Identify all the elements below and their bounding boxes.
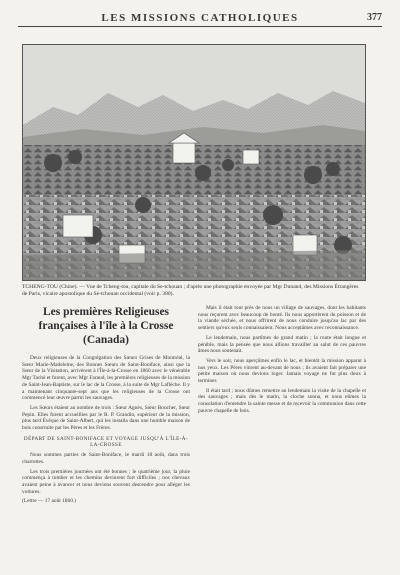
paragraph: Mais il était tout près de nous un village de sauvages, dont les habitants nous reçurent avec beaucoup de bonté. Ils nous apportèrent du poisson et de la viande séchée, et nous offrirent de nous conduire jusqu'au lac par des sentiers qu'eux seuls connaissaient. Nous acceptâmes avec reconnaissance. — [198, 305, 366, 332]
header-rule — [18, 26, 382, 27]
article-title: Les premières Religieuses françaises à l'île à la Crosse (Canada) — [38, 306, 174, 346]
paragraph: Nous sommes parties de Saint-Boniface, le mardi 18 août, dans trois charrettes. — [22, 452, 190, 465]
paragraph: Deux religieuses de la Congrégation des Sœurs Grises de Montréal, la Sœur Marie-Madeleine, des Bonnes Sœurs de Saint-Boniface, ainsi que la Sœur de la Visitation, arrivèrent à l'Île-à-la-Crosse en 1860 avec le vénérable Mgr Taché et furent, avec Mgr Faraud, les premières religieuses de la mission de Saint-Jean-Baptiste, sur le lac de la Crosse, à la suite de Mgr Laflèche. Il y a maintenant cinquante-sept ans que les religieuses de la Crosse ont commencé leur œuvre parmi les sauvages. — [22, 355, 190, 402]
journal-title: LES MISSIONS CATHOLIQUES — [101, 12, 299, 24]
paragraph: Les Sœurs étaient au nombre de trois : Sœur Agnès, Sœur Boucher, Sœur Pepin. Elles furent accueillies par le R. P. Grandin, supérieur de la mission, plus tard Évêque de Saint-Albert, qui les installa dans une humble maison de bois construite par les Pères et les Frères. — [22, 404, 190, 432]
column-right — [198, 305, 366, 418]
figure-caption: TCHENG-TOU (Chine). — Vue de Tcheng-tou, capitale du Se-tchouan ; d'après une photographie envoyée par Mgr Dunand, des Missions Étrangères de Paris, vicaire apostolique du Se-tchouan occidental (voir p. 380). — [22, 284, 359, 297]
page-header — [18, 6, 382, 28]
letter-signature: (Lettre — 17 août 1860.) — [22, 498, 77, 505]
paragraph: Les trois premières journées ont été bonnes ; le quatrième jour, la pluie commença à tomber et les chemins devinrent fort difficiles ; nos chevaux avaient peine à avancer et nous devions souvent descendre pour alléger les voitures. — [22, 468, 190, 495]
paragraph: Le lendemain, nous partîmes de grand matin ; la route était longue et pénible, mais la pensée que nous allions travailler au salut de ces pauvres âmes nous soutenait. — [198, 334, 366, 355]
page-number: 377 — [367, 12, 382, 23]
engraving-svg — [23, 45, 365, 280]
section-subheading: DÉPART DE SAINT-BONIFACE ET VOYAGE JUSQU'À L'ÎLE-À-LA-CROSSE — [23, 435, 189, 449]
city-panorama-illustration — [22, 44, 366, 281]
paragraph: Il était tard ; nous dûmes remettre au lendemain la visite de la chapelle et des sauvages ; mais dès le matin, la cloche sonna, et nous eûmes la consolation d'entendre la sainte messe et de recevoir la communion dans cette pauvre chapelle de bois. — [198, 387, 366, 414]
paragraph: Vers le soir, nous aperçûmes enfin le lac, et bientôt la mission apparut à nos yeux. Les Pères vinrent au-devant de nous ; ils avaient fait préparer une petite maison où nous devions loger. Jamais voyage ne fut plus doux à terminer. — [198, 357, 366, 385]
column-left — [22, 305, 190, 505]
